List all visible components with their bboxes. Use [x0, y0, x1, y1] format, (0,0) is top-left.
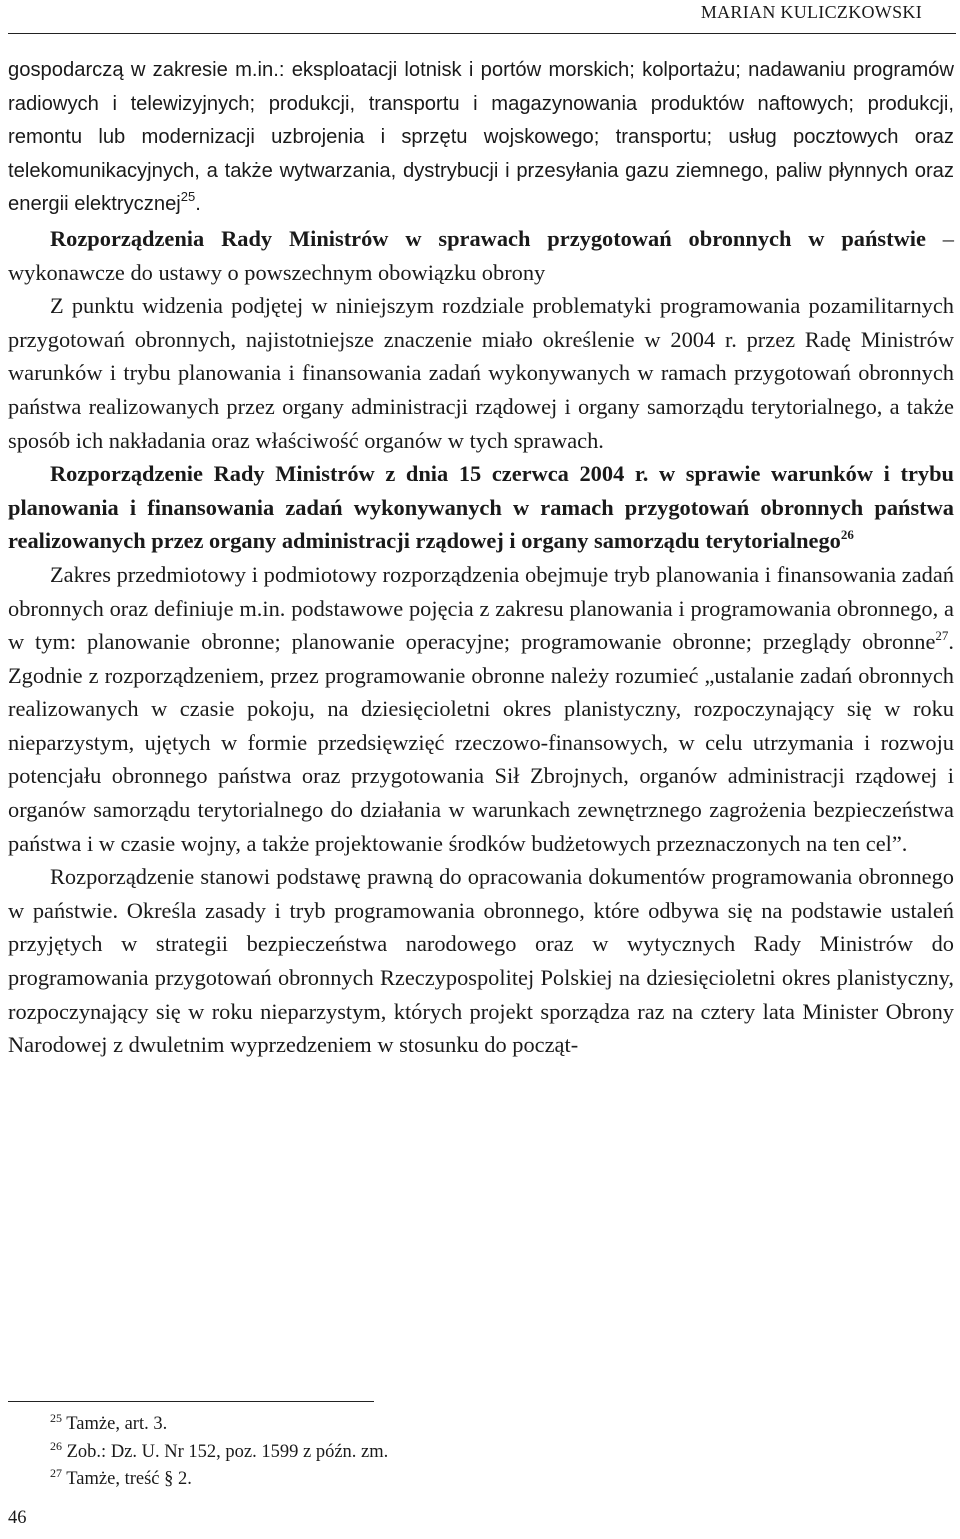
footnote-rule — [8, 1401, 374, 1402]
footnote-ref-25[interactable]: 25 — [180, 189, 196, 205]
page-number: 46 — [8, 1508, 27, 1528]
footnote-ref-26[interactable]: 26 — [840, 527, 854, 543]
footnote-ref-27[interactable]: 27 — [935, 628, 949, 644]
footnote-text: Tamże, art. 3. — [62, 1414, 168, 1434]
section-heading-1-bold: Rozporządzenia Rady Ministrów w sprawach przygotowań obronnych w państwie — [50, 225, 926, 251]
section-heading-1 — [8, 222, 954, 289]
footnote-number: 27 — [50, 1466, 62, 1480]
footnote-text: Zob.: Dz. U. Nr 152, poz. 1599 z późn. zm. — [62, 1441, 389, 1462]
paragraph-1-end: . — [195, 193, 201, 216]
footnote-number: 26 — [50, 1438, 62, 1453]
paragraph-1 — [8, 54, 954, 222]
paragraph-4: Rozporządzenie stanowi podstawę prawną do opracowania dokumentów programowania obronnego w państwie. Określa zasady i tryb programowania obronnego, które odbywa się na podstawie ustaleń przyjętych w strategii bezpieczeństwa narodowego oraz w wytycznych Rady Ministrów do programowania przygotowań obronnych Rzeczypospolitej Polskiej na dziesięcioletni okres planistyczny, rozpoczynający się w roku nieparzystym, których projekt sporządza raz na cztery lata Minister Obrony Narodowej z dwuletnim wyprzedzeniem w stosunku do począt- — [8, 864, 954, 1058]
footnote-26 — [50, 1439, 388, 1467]
running-header: MARIAN KULICZKOWSKI — [700, 2, 922, 22]
footnote-27 — [50, 1466, 388, 1494]
paragraph-3 — [8, 558, 954, 860]
paragraph-1-text: gospodarczą w zakresie m.in.: eksploatacji lotnisk i portów morskich; kolportażu; nadawaniu programów radiowych i telewizyjnych; produkcji, transportu i magazynowania produktów naftowych; produkcji, remontu lub modernizacji uzbrojenia i sprzętu wojskowego; transportu; usług pocztowych oraz telekomunikacyjnych, a także wytwarzania, dystrybucji i przesyłania gazu ziemnego, paliw płynnych oraz energii elektrycznej — [8, 59, 954, 216]
body-text — [8, 54, 954, 1062]
footnote-number: 25 — [50, 1411, 62, 1425]
header-rule — [8, 33, 956, 34]
section-heading-1-suffix: –wykonawcze do ustawy o powszechnym obowiązku obrony — [8, 225, 955, 285]
section-heading-2 — [8, 457, 954, 558]
footnote-25 — [50, 1411, 388, 1439]
footnote-text: Tamże, treść § 2. — [62, 1469, 192, 1489]
section-heading-2-text: Rozporządzenie Rady Ministrów z dnia 15 czerwca 2004 r. w sprawie warunków i trybu planowania i finansowania zadań wykonywanych w ramach przygotowań obronnych państwa realizowanych przez organy administracji rządowej i organy samorządu terytorialnego — [8, 461, 954, 554]
paragraph-2: Z punktu widzenia podjętej w niniejszym rozdziale problematyki programowania pozamilitarnych przygotowań obronnych, najistotniejsze znaczenie miało określenie w 2004 r. przez Radę Ministrów warunków i trybu planowania i finansowania zadań wykonywanych w ramach przygotowań obronnych państwa realizowanych przez organy administracji rządowej i organy samorządu terytorialnego, a także sposób ich nakładania oraz właściwość organów w tych sprawach. — [8, 293, 954, 453]
paragraph-3-text: Zakres przedmiotowy i podmiotowy rozporządzenia obejmuje tryb planowania i finansowania zadań obronnych oraz definiuje m.in. podstawowe pojęcia z zakresu planowania i programowania obronnego, a w tym: planowanie obronne; planowanie operacyjne; programowanie obronne; przeglądy obronne — [8, 561, 954, 655]
footnotes — [50, 1411, 388, 1494]
paragraph-3-rest: . Zgodnie z rozporządzeniem, przez programowanie obronne należy rozumieć „ustalanie zadań obronnych realizowanych w czasie pokoju, na dziesięcioletni okres planistyczny, rozpoczynający się w roku nieparzystym, ujętych w formie przedsięwzięć rzeczowo-finansowych, w celu utrzymania i rozwoju potencjału obronnego państwa oraz przygotowania Sił Zbrojnych, organów administracji rządowej i organów samorządu terytorialnego do działania w warunkach zewnętrznego zagrożenia bezpieczeństwa państwa i w czasie wojny, a także projektowanie środków budżetowych przeznaczonych na ten cel”. — [8, 629, 954, 856]
